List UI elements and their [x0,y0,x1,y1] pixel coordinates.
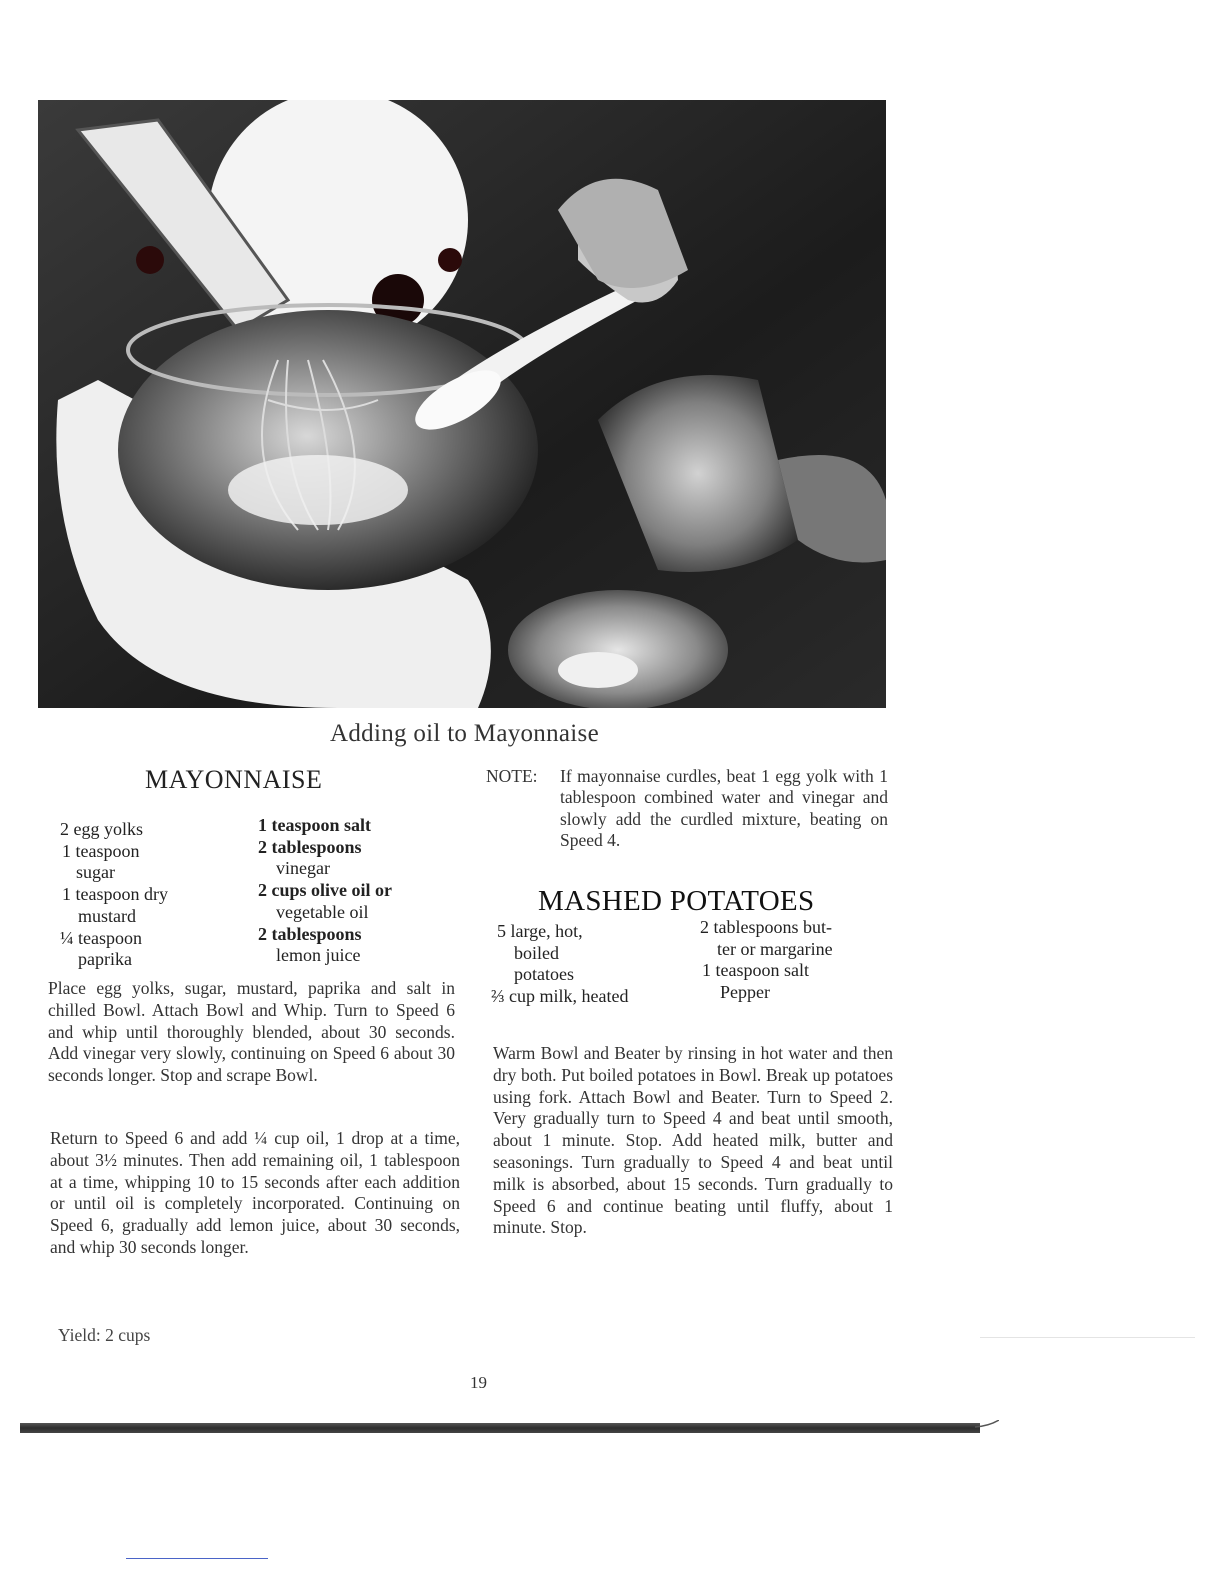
ingredient-item: 1 teaspoon salt [702,960,809,981]
page-bottom-rule [20,1423,980,1433]
ingredient-item: 1 teaspoon dry [62,884,168,905]
mayonnaise-directions-2: Return to Speed 6 and add ¼ cup oil, 1 drop at a time, about 3½ minutes. Then add remaining oil, 1 tablespoon at a time, whipping 10 to 15 seconds after each addition or until oil is completely incorporated. Continuing on Speed 6, gradually add lemon juice, about 30 seconds, and whip 30 seconds longer. [50,1128,460,1257]
mayonnaise-ingredients-left [60,819,168,971]
photo-caption: Adding oil to Mayonnaise [330,720,599,747]
ingredient-item: 1 teaspoon salt [258,815,372,835]
ingredient-item-continued: mustard [78,905,136,926]
potatoes-ingredients-right [700,917,833,1004]
note-label: NOTE: [486,766,538,786]
ingredient-item-continued: vinegar [276,858,330,879]
mayonnaise-directions-1: Place egg yolks, sugar, mustard, paprika and salt in chilled Bowl. Attach Bowl and Whip. Turn to Speed 6 and whip until thoroughly blended, about 30 seconds. Add vinegar very slowly, continuing on Speed 6 about 30 seconds longer. Stop and scrape Bowl. [48,978,455,1086]
potatoes-ingredients-left [491,921,629,1008]
ingredient-item-continued: sugar [76,862,115,883]
ingredient-item-continued: lemon juice [276,945,361,966]
page-number: 19 [470,1373,487,1392]
ingredient-item: ¼ teaspoon [60,927,142,948]
ingredient-item-continued: boiled [514,942,559,963]
scan-artifact-line [980,1337,1195,1338]
rule-tail-mark [975,1420,999,1428]
ingredient-item: Pepper [720,982,770,1003]
ingredient-item: 2 tablespoons [258,836,362,857]
ingredient-item: 5 large, hot, [497,921,583,941]
mayonnaise-yield: Yield: 2 cups [58,1325,151,1345]
ingredient-item: ⅔ cup milk, heated [491,986,629,1007]
ingredient-item: 2 cups olive oil or [258,880,392,901]
ingredient-item: 1 teaspoon [62,840,140,861]
mashed-potatoes-title: MASHED POTATOES [538,885,815,917]
mayonnaise-title: MAYONNAISE [145,765,323,794]
note-text: If mayonnaise curdles, beat 1 egg yolk with 1 tablespoon combined water and vinegar and slowly add the curdled mixture, beating on Speed 4. [560,766,888,851]
ingredient-item-continued: paprika [78,949,132,970]
scan-artifact-blue-line [126,1558,268,1559]
ingredient-item-continued: vegetable oil [276,901,369,922]
ingredient-item-continued: potatoes [514,964,574,985]
ingredient-item-continued: ter or margarine [717,938,833,959]
potatoes-directions: Warm Bowl and Beater by rinsing in hot water and then dry both. Put boiled potatoes in Bowl. Break up potatoes using fork. Attach Bowl and Beater. Turn to Speed 2. Very gradually turn to Speed 4 and beat until smooth, about 1 minute. Stop. Add heated milk, butter and seasonings. Turn gradually to Speed 4 and beat until milk is absorbed, about 15 seconds. Turn gradually to Speed 6 and continue beating until fluffy, about 1 minute. Stop. [493,1043,893,1238]
mixer-illustration [38,100,886,708]
ingredient-item: 2 egg yolks [60,819,143,839]
ingredient-item: 2 tablespoons but- [700,917,832,937]
ingredient-item: 2 tablespoons [258,923,362,944]
mayonnaise-ingredients-right [258,815,392,967]
recipe-photo [38,100,886,708]
